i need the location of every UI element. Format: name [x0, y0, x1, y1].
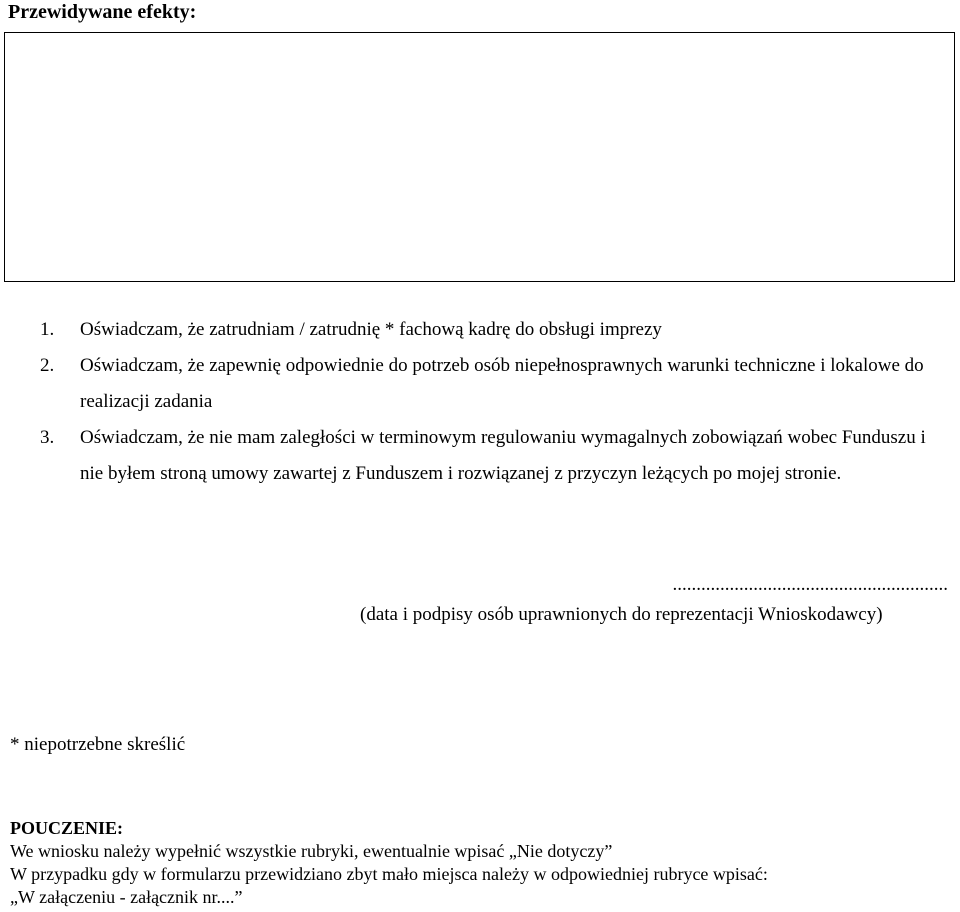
signature-caption: (data i podpisy osób uprawnionych do reprezentacji Wnioskodawcy) — [360, 604, 883, 625]
instruction-line: We wniosku należy wypełnić wszystkie rubryki, ewentualnie wpisać „Nie dotyczy” — [10, 841, 613, 861]
declaration-text: Oświadczam, że zapewnię odpowiednie do potrzeb osób niepełnosprawnych warunki techniczne i lokalowe do realizacji zadania — [80, 355, 924, 412]
declarations-list — [0, 312, 960, 492]
signature-block — [360, 570, 948, 630]
effects-text-box[interactable] — [4, 32, 955, 282]
section-title: Przewidywane efekty: — [8, 1, 197, 23]
declaration-item — [0, 312, 960, 348]
declaration-text: Oświadczam, że nie mam zaległości w terminowym regulowaniu wymagalnych zobowiązań wobec Funduszu i nie byłem stroną umowy zawartej z Funduszem i rozwiązanej z przyczyn leżących po mojej stronie. — [80, 427, 926, 484]
instruction-line: W przypadku gdy w formularzu przewidziano zbyt mało miejsca należy w odpowiedniej rubryce wpisać: — [10, 864, 768, 884]
footnote: * niepotrzebne skreślić — [10, 734, 186, 755]
declaration-number: 1. — [40, 319, 55, 340]
signature-line: .......................................................... — [672, 574, 948, 595]
declaration-text: Oświadczam, że zatrudniam / zatrudnię * fachową kadrę do obsługi imprezy — [80, 319, 662, 340]
declaration-number: 2. — [40, 355, 55, 376]
declaration-item — [0, 348, 960, 420]
instruction-block — [10, 817, 955, 909]
instruction-line: „W załączeniu - załącznik nr....” — [10, 887, 243, 907]
declaration-number: 3. — [40, 427, 55, 448]
instruction-title: POUCZENIE: — [10, 818, 124, 838]
declaration-item — [0, 420, 960, 492]
